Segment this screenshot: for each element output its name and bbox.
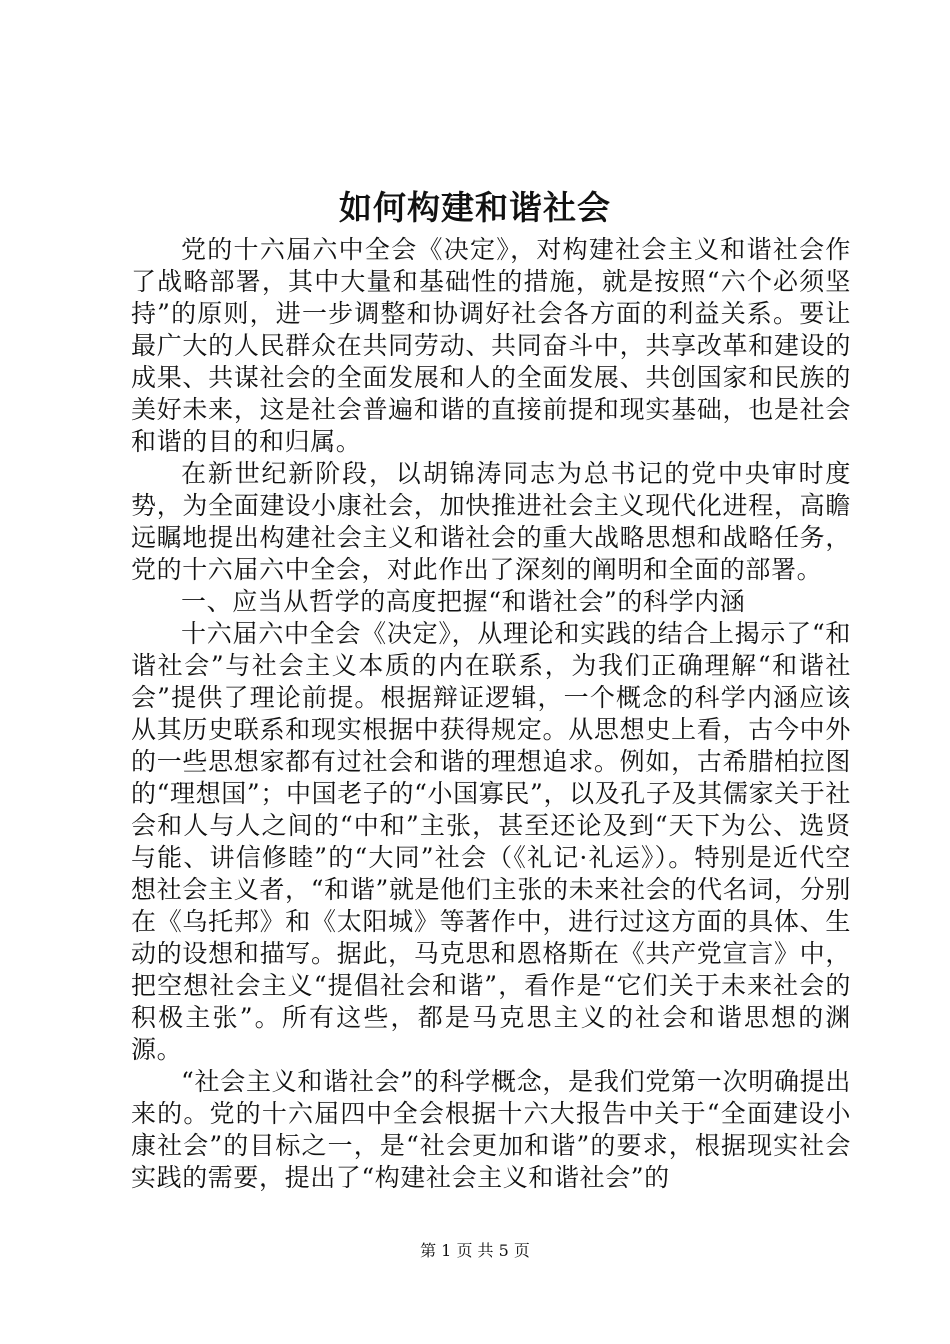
- document-title: 如何构建和谐社会: [339, 188, 611, 227]
- paragraph-concept: “社会主义和谐社会”的科学概念，是我们党第一次明确提出来的。党的十六届四中全会根据十六大报告中关于“全面建设小康社会”的目标之一，是“社会更加和谐”的要求，根据现实社会实践的需要，提出了“构建社会主义和谐社会”的: [131, 1067, 851, 1192]
- paragraph-philosophy: 十六届六中全会《决定》，从理论和实践的结合上揭示了“和谐社会”与社会主义本质的内在联系，为我们正确理解“和谐社会”提供了理论前提。根据辩证逻辑，一个概念的科学内涵应该从其历史联系和现实根据中获得规定。从思想史上看，古今中外的一些思想家都有过社会和谐的理想追求。例如，古希腊柏拉图的“理想国”；中国老子的“小国寡民”，以及孔子及其儒家关于社会和人与人之间的“中和”主张，甚至还论及到“天下为公、选贤与能、讲信修睦”的“大同”社会（《礼记·礼运》）。特别是近代空想社会主义者，“和谐”就是他们主张的未来社会的代名词，分别在《乌托邦》和《太阳城》等著作中，进行过这方面的具体、生动的设想和描写。据此，马克思和恩格斯在《共产党宣言》中，把空想社会主义“提倡社会和谐”，看作是“它们关于未来社会的积极主张”。所有这些，都是马克思主义的社会和谐思想的渊源。: [131, 619, 851, 1064]
- page-number-footer: 第 1 页 共 5 页: [420, 1241, 530, 1260]
- paragraph-intro: 党的十六届六中全会《决定》，对构建社会主义和谐社会作了战略部署，其中大量和基础性的措施，就是按照“六个必须坚持”的原则，进一步调整和协调好社会各方面的利益关系。要让最广大的人民群众在共同劳动、共同奋斗中，共享改革和建设的成果、共谋社会的全面发展和人的全面发展、共创国家和民族的美好未来，这是社会普遍和谐的直接前提和现实基础，也是社会和谐的目的和归属。: [131, 235, 851, 456]
- section-heading-1: 一、应当从哲学的高度把握“和谐社会”的科学内涵: [181, 587, 746, 616]
- document-body: [131, 234, 851, 1194]
- paragraph-background: 在新世纪新阶段，以胡锦涛同志为总书记的党中央审时度势，为全面建设小康社会，加快推进社会主义现代化进程，高瞻远瞩地提出构建社会主义和谐社会的重大战略思想和战略任务，党的十六届六中全会，对此作出了深刻的阐明和全面的部署。: [131, 459, 851, 584]
